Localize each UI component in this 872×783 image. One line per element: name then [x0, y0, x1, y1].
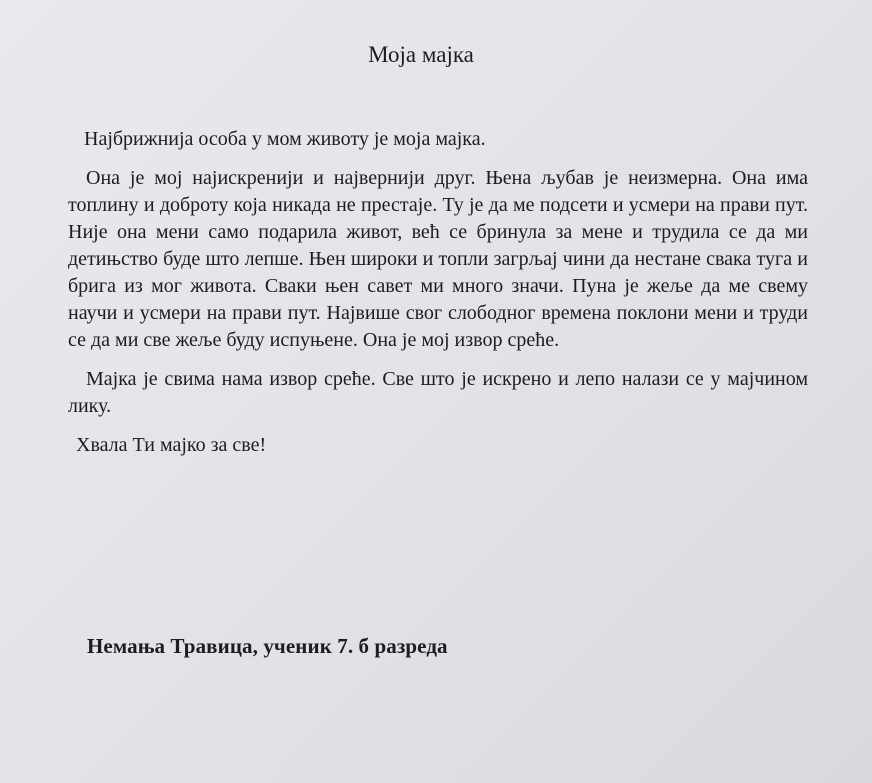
document-body [68, 126, 808, 471]
paragraph-intro: Најбрижнија особа у мом животу је моја мајка. [84, 128, 486, 150]
document-title: Моја мајка [368, 42, 474, 67]
paragraph-main: Она је мој најискренији и највернији друг. Њена љубав је неизмерна. Она има топлину и доброту која никада не престаје. Ту је да ме подсети и усмери на прави пут. Није она мени само подарила живот, већ се бринула за мене и трудила се да ми детињство буде што лепше. Њен широки и топли загрљај чини да нестане свака туга и брига из мог живота. Сваки њен савет ми много значи. Пуна је жеље да ме свему научи и усмери на прави пут. Највише свог слободног времена поклони мени и труди се да ми све жеље буду испуњене. Она је мој извор среће. [68, 167, 808, 351]
paragraph-thanks: Хвала Ти мајко за све! [76, 434, 267, 456]
author-signature: Немања Травица, ученик 7. б разреда [87, 634, 448, 658]
paragraph-conclusion: Мајка је свима нама извор среће. Све што је искрено и лепо налази се у мајчином лику. [68, 368, 808, 417]
